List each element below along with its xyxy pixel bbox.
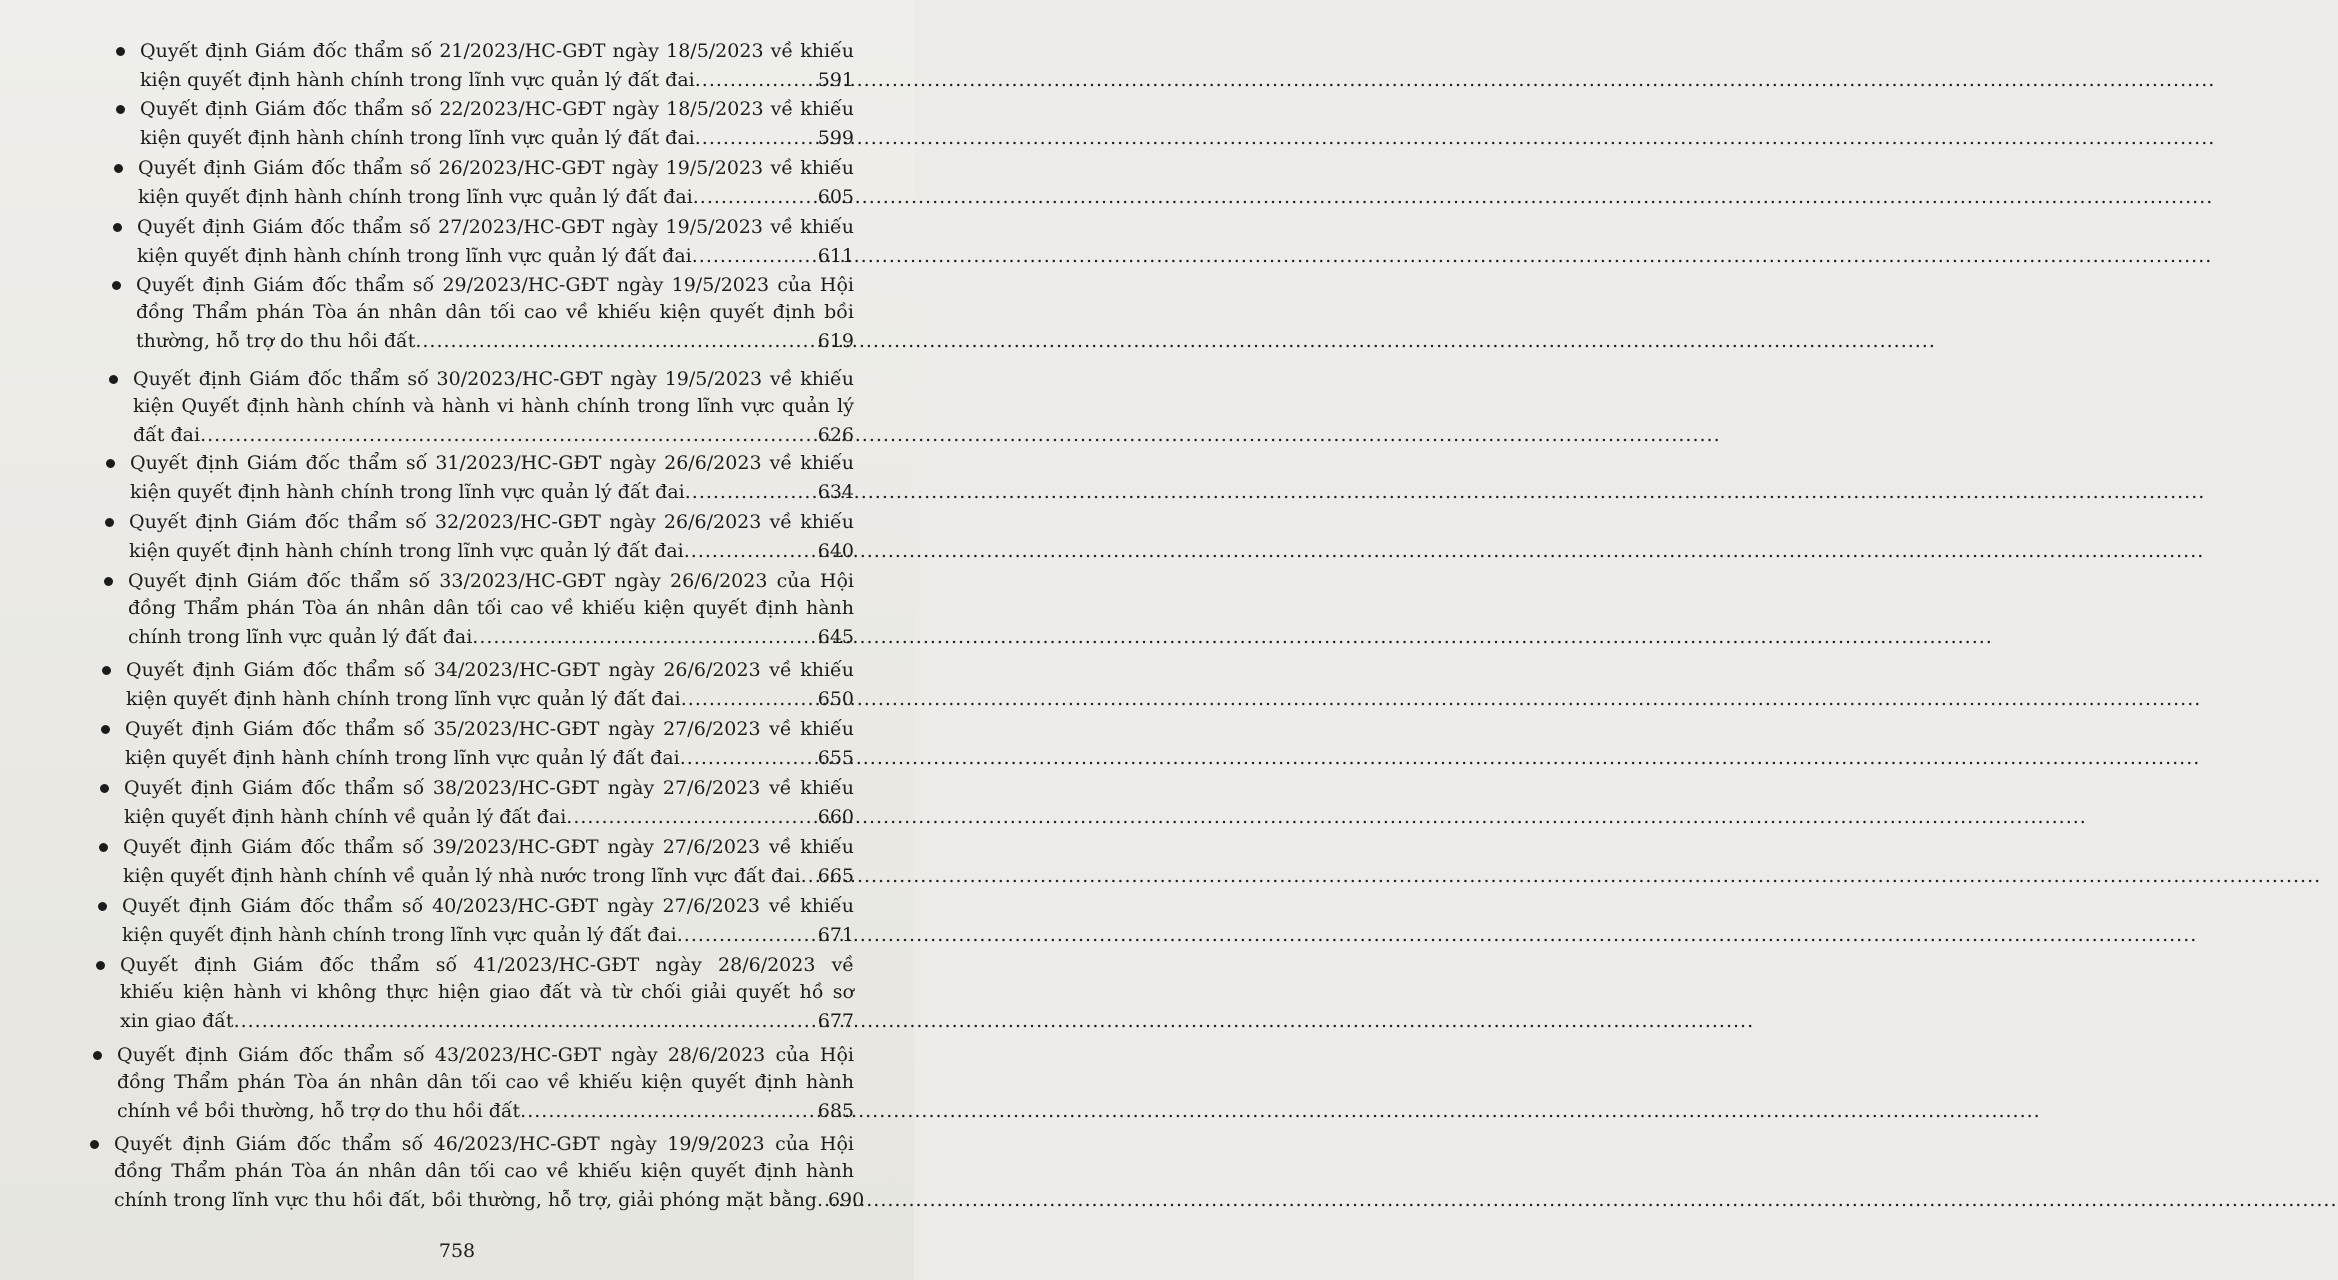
toc-entry-line: Quyết định Giám đốc thẩm số 34/2023/HC-GĐT ngày 26/6/2023 về khiếu (126, 659, 854, 681)
toc-entry (120, 952, 854, 1035)
toc-entry (138, 155, 854, 211)
toc-entry (133, 366, 854, 449)
bullet-icon (106, 459, 115, 468)
bullet-icon (100, 784, 109, 793)
toc-entry-line (129, 538, 854, 565)
toc-entry-text: chính trong lĩnh vực thu hồi đất, bồi thường, hỗ trợ, giải phóng mặt bằng (114, 1189, 817, 1211)
toc-entry-text: kiện quyết định hành chính trong lĩnh vực quản lý đất đai (137, 245, 692, 267)
bullet-icon (98, 902, 107, 911)
bullet-icon (105, 518, 114, 527)
bullet-icon (104, 577, 113, 586)
toc-entry-line: đồng Thẩm phán Tòa án nhân dân tối cao về khiếu kiện quyết định hành (117, 1071, 854, 1093)
toc-entry-text: đất đai (133, 424, 201, 446)
dot-leader (801, 863, 817, 890)
toc-entry-line: Quyết định Giám đốc thẩm số 29/2023/HC-GĐT ngày 19/5/2023 của Hội (136, 274, 854, 296)
toc-page-number: 626 (817, 424, 854, 446)
toc-entry-line: Quyết định Giám đốc thẩm số 46/2023/HC-GĐT ngày 19/9/2023 của Hội (114, 1133, 854, 1155)
toc-entry-line (140, 67, 854, 94)
toc-entry (137, 214, 854, 270)
toc-entry-text: kiện quyết định hành chính trong lĩnh vực quản lý đất đai (140, 69, 695, 91)
dot-leader (415, 328, 816, 355)
book-page (0, 0, 914, 1280)
toc-entry-text: chính trong lĩnh vực quản lý đất đai (128, 626, 473, 648)
toc-entry (125, 716, 854, 772)
toc-entry-line: Quyết định Giám đốc thẩm số 32/2023/HC-GĐT ngày 26/6/2023 về khiếu (129, 511, 854, 533)
toc-entry (140, 38, 854, 94)
toc-entry-line (138, 184, 854, 211)
toc-entry-line: Quyết định Giám đốc thẩm số 31/2023/HC-GĐT ngày 26/6/2023 về khiếu (130, 452, 854, 474)
toc-entry-text: kiện quyết định hành chính về quản lý nhà nước trong lĩnh vực đất đai (123, 865, 801, 887)
bullet-icon (116, 47, 125, 56)
toc-entry-line: Quyết định Giám đốc thẩm số 38/2023/HC-GĐT ngày 27/6/2023 về khiếu (124, 777, 854, 799)
toc-entry-line: khiếu kiện hành vi không thực hiện giao đất và từ chối giải quyết hồ sơ (120, 981, 854, 1003)
toc-entry-text: kiện quyết định hành chính trong lĩnh vực quản lý đất đai (125, 747, 680, 769)
toc-entry (126, 657, 854, 713)
toc-entry-line: Quyết định Giám đốc thẩm số 39/2023/HC-GĐT ngày 27/6/2023 về khiếu (123, 836, 854, 858)
toc-entry-line: Quyết định Giám đốc thẩm số 30/2023/HC-GĐT ngày 19/5/2023 về khiếu (133, 368, 854, 390)
bullet-icon (101, 725, 110, 734)
dot-leader (200, 422, 817, 449)
toc-page-number: 650 (817, 688, 854, 710)
toc-entry (117, 1042, 854, 1125)
toc-entry-text: kiện quyết định hành chính trong lĩnh vực quản lý đất đai (140, 127, 695, 149)
toc-entry-line: đồng Thẩm phán Tòa án nhân dân tối cao về khiếu kiện quyết định hành (128, 597, 854, 619)
toc-entry-text: kiện quyết định hành chính trong lĩnh vực quản lý đất đai (130, 481, 685, 503)
toc-entry-line (140, 125, 854, 152)
bullet-icon (114, 164, 123, 173)
toc-page-number: 599 (817, 127, 854, 149)
toc-page-number: 605 (817, 186, 854, 208)
dot-leader (234, 1008, 817, 1035)
bullet-icon (116, 105, 125, 114)
bullet-icon (93, 1051, 102, 1060)
dot-leader (681, 686, 817, 713)
toc-page-number: 611 (817, 245, 854, 267)
dot-leader (472, 624, 816, 651)
bullet-icon (113, 223, 122, 232)
toc-page-number: 685 (817, 1100, 854, 1122)
dot-leader (685, 479, 817, 506)
toc-entry-line: Quyết định Giám đốc thẩm số 35/2023/HC-GĐT ngày 27/6/2023 về khiếu (125, 718, 854, 740)
toc-page-number: 677 (817, 1010, 854, 1032)
toc-entry-line: Quyết định Giám đốc thẩm số 43/2023/HC-GĐT ngày 28/6/2023 của Hội (117, 1044, 854, 1066)
bullet-icon (90, 1140, 99, 1149)
toc-entry-text: kiện quyết định hành chính về quản lý đất đai (124, 806, 567, 828)
bullet-icon (109, 375, 118, 384)
toc-entry-line (124, 804, 854, 831)
toc-page-number: 619 (817, 330, 854, 352)
toc-entry-line (120, 1008, 854, 1035)
toc-entry-line: Quyết định Giám đốc thẩm số 33/2023/HC-GĐT ngày 26/6/2023 của Hội (128, 570, 854, 592)
toc-entry-text: xin giao đất (120, 1010, 234, 1032)
bullet-icon (112, 281, 121, 290)
dot-leader (693, 184, 817, 211)
toc-page-number: 591 (817, 69, 854, 91)
toc-entry-text: kiện quyết định hành chính trong lĩnh vực quản lý đất đai (129, 540, 684, 562)
toc-entry-line: Quyết định Giám đốc thẩm số 21/2023/HC-GĐT ngày 18/5/2023 về khiếu (140, 40, 854, 62)
toc-entry-line (125, 745, 854, 772)
toc-entry-line (117, 1098, 854, 1125)
toc-entry-line: đồng Thẩm phán Tòa án nhân dân tối cao về khiếu kiện quyết định bồi (136, 301, 854, 323)
toc-entry-line: đồng Thẩm phán Tòa án nhân dân tối cao về khiếu kiện quyết định hành (114, 1160, 854, 1182)
toc-entry-line: Quyết định Giám đốc thẩm số 40/2023/HC-GĐT ngày 27/6/2023 về khiếu (122, 895, 854, 917)
toc-page-number: 660 (817, 806, 854, 828)
toc-page-number: 655 (817, 747, 854, 769)
toc-entry-line (133, 422, 854, 449)
toc-entry-text: thường, hỗ trợ do thu hồi đất (136, 330, 416, 352)
toc-page-number: 640 (817, 540, 854, 562)
toc-entry-text: kiện quyết định hành chính trong lĩnh vực quản lý đất đai (126, 688, 681, 710)
dot-leader (677, 922, 817, 949)
toc-entry (129, 509, 854, 565)
toc-entry-line (128, 624, 854, 651)
bullet-icon (99, 843, 108, 852)
toc-page-number: 690 (827, 1189, 865, 1211)
toc-entry-line: kiện Quyết định hành chính và hành vi hành chính trong lĩnh vực quản lý (133, 395, 854, 417)
toc-entry-text: kiện quyết định hành chính trong lĩnh vực quản lý đất đai (138, 186, 693, 208)
toc-entry-line (126, 686, 854, 713)
toc-page-number: 634 (817, 481, 854, 503)
dot-leader (566, 804, 816, 831)
toc-page-number: 665 (817, 865, 854, 887)
toc-entry-line: Quyết định Giám đốc thẩm số 26/2023/HC-GĐT ngày 19/5/2023 về khiếu (138, 157, 854, 179)
toc-entry-line (137, 243, 854, 270)
toc-entry-text: chính về bồi thường, hỗ trợ do thu hồi đất (117, 1100, 521, 1122)
toc-entry-line: Quyết định Giám đốc thẩm số 27/2023/HC-GĐT ngày 19/5/2023 về khiếu (137, 216, 854, 238)
toc-entry (123, 834, 854, 890)
dot-leader (692, 243, 817, 270)
bullet-icon (102, 666, 111, 675)
toc-entry (140, 96, 854, 152)
dot-leader (684, 538, 817, 565)
toc-entry (122, 893, 854, 949)
toc-page-number: 671 (817, 924, 854, 946)
toc-entry-line: Quyết định Giám đốc thẩm số 22/2023/HC-GĐT ngày 18/5/2023 về khiếu (140, 98, 854, 120)
toc-entry (124, 775, 854, 831)
toc-entry-line (114, 1187, 865, 1214)
dot-leader (695, 125, 817, 152)
toc-entry-text: kiện quyết định hành chính trong lĩnh vực quản lý đất đai (122, 924, 677, 946)
toc-entry (136, 272, 854, 355)
page-number: 758 (438, 1240, 476, 1262)
toc-entry-line (122, 922, 854, 949)
dot-leader (817, 1187, 827, 1214)
toc-entry-line (123, 863, 854, 890)
toc-page-number: 645 (817, 626, 854, 648)
dot-leader (520, 1098, 817, 1125)
toc-entry-line: Quyết định Giám đốc thẩm số 41/2023/HC-GĐT ngày 28/6/2023 về (120, 954, 854, 976)
toc-entry (130, 450, 854, 506)
toc-entry-line (130, 479, 854, 506)
dot-leader (680, 745, 817, 772)
toc-entry (128, 568, 854, 651)
toc-entry-line (136, 328, 854, 355)
toc-entry (114, 1131, 865, 1214)
dot-leader (695, 67, 817, 94)
bullet-icon (96, 961, 105, 970)
